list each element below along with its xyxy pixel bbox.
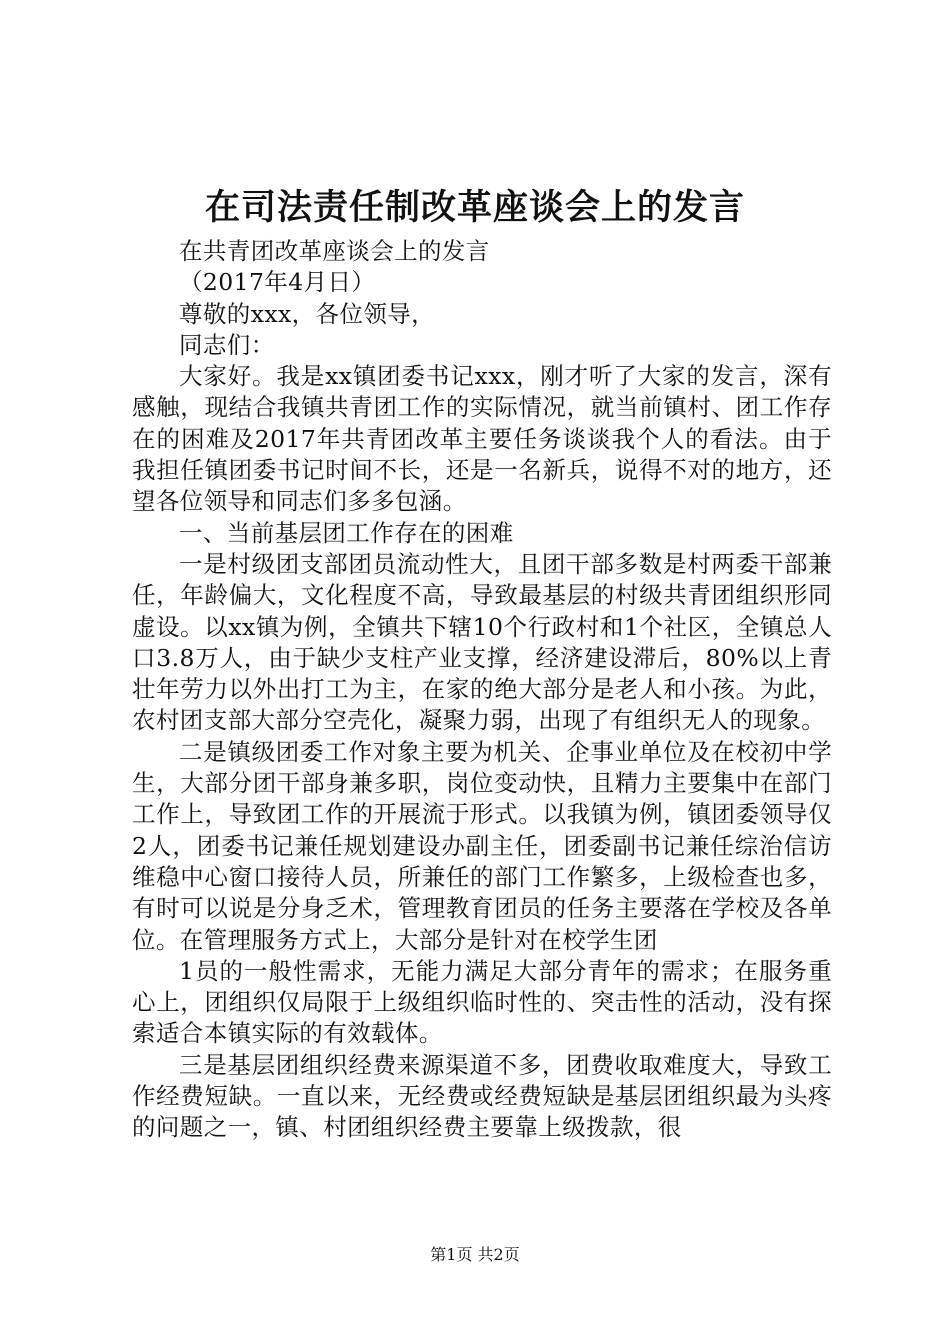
paragraph-intro: 大家好。我是xx镇团委书记xxx，刚才听了大家的发言，深有感触，现结合我镇共青团工作的实际情况，就当前镇村、团工作存在的困难及2017年共青团改革主要任务谈谈我个人的看法。由于我担任镇团委书记时间不长，还是一名新兵，说得不对的地方，还望各位领导和同志们多多包涵。	[132, 362, 832, 516]
paragraph-point-2-cont: 1员的一般性需求，无能力满足大部分青年的需求；在服务重心上，团组织仅局限于上级组织临时性的、突击性的活动，没有探索适合本镇实际的有效载体。	[132, 956, 832, 1048]
paragraph-salutation: 尊敬的xxx，各位领导，	[179, 299, 436, 328]
section-heading: 一、当前基层团工作存在的困难	[179, 518, 514, 547]
paragraph-point-3: 三是基层团组织经费来源渠道不多，团费收取难度大，导致工作经费短缺。一直以来，无经费或经费短缺是基层团组织最为头疼的问题之一，镇、村团组织经费主要靠上级拨款，很	[132, 1050, 832, 1142]
paragraph-salutation-2: 同志们：	[179, 330, 275, 359]
document-body	[132, 236, 832, 1144]
paragraph-subtitle: 在共青团改革座谈会上的发言	[179, 237, 490, 265]
page-footer: 第1页 共2页	[430, 1245, 520, 1264]
paragraph-point-2: 二是镇级团委工作对象主要为机关、企事业单位及在校初中学生，大部分团干部身兼多职，岗位变动快，且精力主要集中在部门工作上，导致团工作的开展流于形式。以我镇为例，镇团委领导仅2人，团委书记兼任规划建设办副主任，团委副书记兼任综治信访维稳中心窗口接待人员，所兼任的部门工作繁多，上级检查也多，有时可以说是分身乏术，管理教育团员的任务主要落在学校及各单位。在管理服务方式上，大部分是针对在校学生团	[132, 737, 832, 954]
document-title: 在司法责任制改革座谈会上的发言	[204, 187, 745, 228]
paragraph-point-1: 一是村级团支部团员流动性大，且团干部多数是村两委干部兼任，年龄偏大，文化程度不高，导致最基层的村级共青团组织形同虚设。以xx镇为例，全镇共下辖10个行政村和1个社区，全镇总人口3.8万人，由于缺少支柱产业支撑，经济建设滞后，80%以上青壮年劳力以外出打工为主，在家的绝大部分是老人和小孩。为此，农村团支部大部分空壳化，凝聚力弱，出现了有组织无人的现象。	[132, 549, 832, 735]
paragraph-date: （2017年4月日）	[179, 268, 376, 297]
